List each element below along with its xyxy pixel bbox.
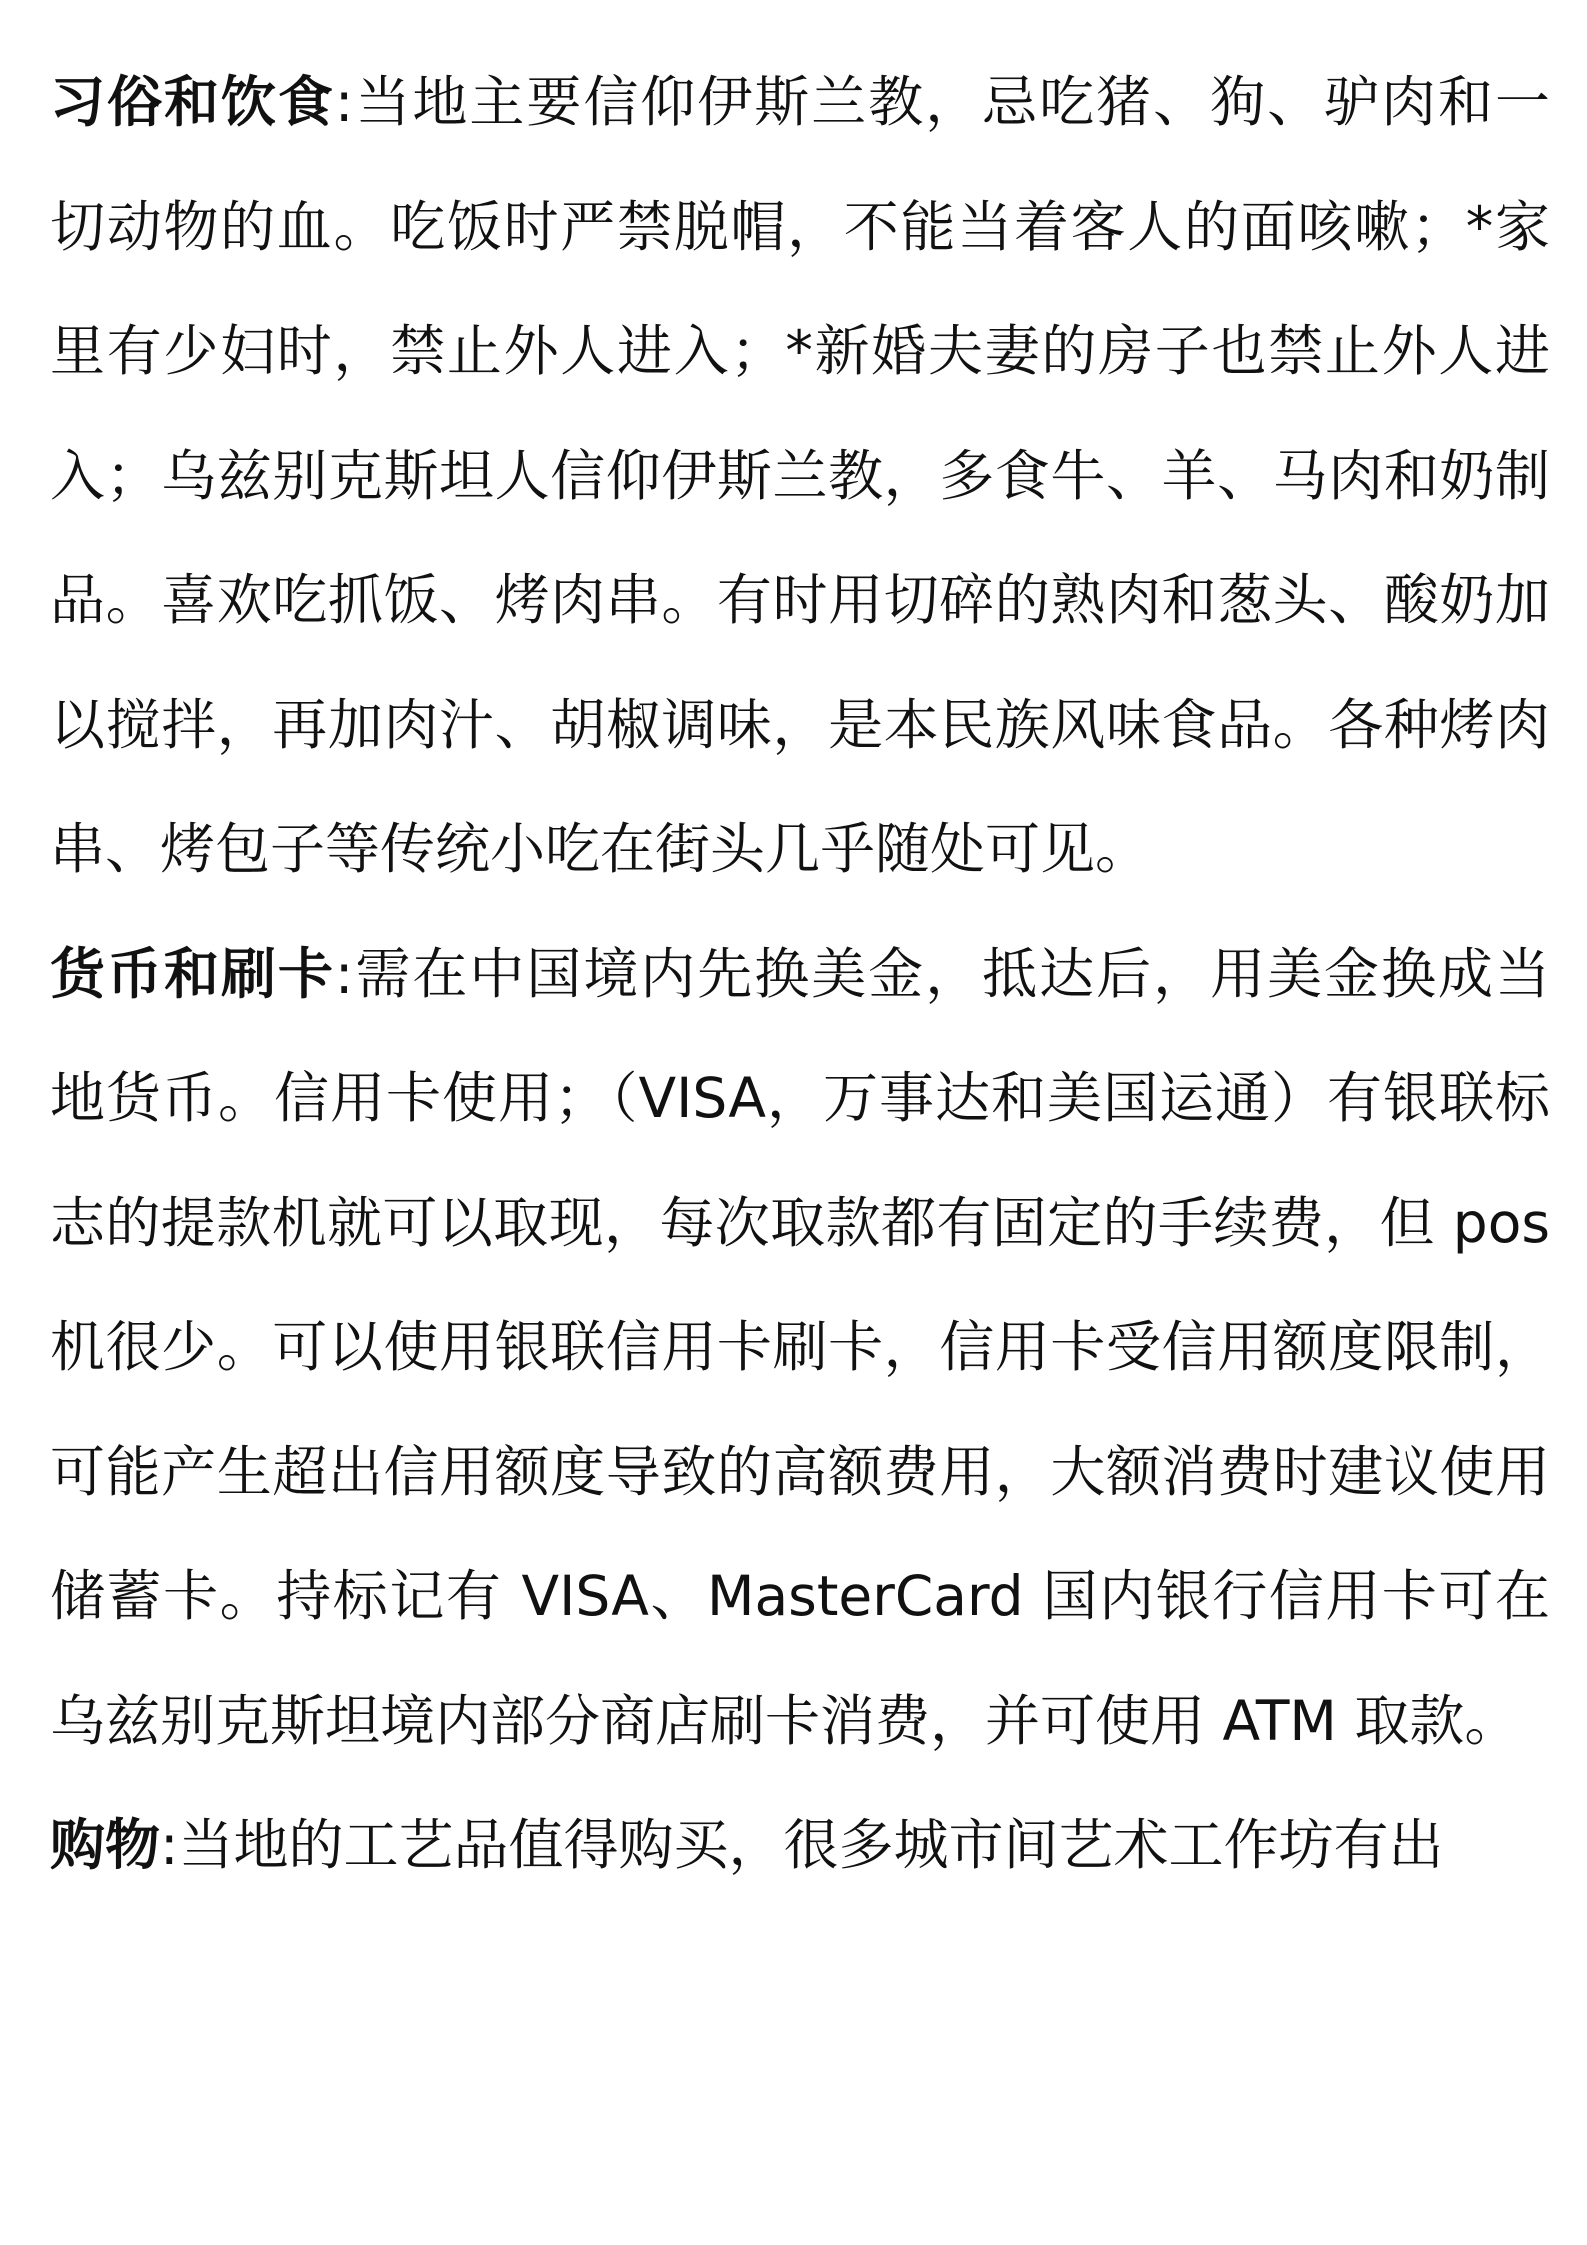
document-page	[50, 40, 1550, 1908]
heading-separator: :	[160, 1813, 179, 1877]
heading-separator: :	[334, 70, 354, 134]
section-body: 需在中国境内先换美金，抵达后，用美金换成当地货币。信用卡使用；（VISA，万事达和美国运通）有银联标志的提款机就可以取现，每次取款都有固定的手续费，但 pos 机很少。可以使用银联信用卡刷卡，信用卡受信用额度限制，可能产生超出信用额度导致的高额费用，大额消费时建议使用储蓄卡。持标记有 VISA、MasterCard 国内银行信用卡可在乌兹别克斯坦境内部分商店刷卡消费，并可使用 ATM 取款。	[50, 941, 1550, 1753]
shopping-section	[50, 1783, 1550, 1908]
customs-and-diet-section	[50, 40, 1550, 912]
section-heading: 习俗和饮食	[50, 70, 335, 134]
heading-separator: :	[334, 941, 354, 1006]
section-heading: 货币和刷卡	[50, 941, 335, 1006]
section-body: 当地主要信仰伊斯兰教，忌吃猪、狗、驴肉和一切动物的血。吃饭时严禁脱帽，不能当着客人的面咳嗽；*家里有少妇时，禁止外人进入；*新婚夫妻的房子也禁止外人进入；乌兹别克斯坦人信仰伊斯兰教，多食牛、羊、马肉和奶制品。喜欢吃抓饭、烤肉串。有时用切碎的熟肉和葱头、酸奶加以搅拌，再加肉汁、胡椒调味，是本民族风味食品。各种烤肉串、烤包子等传统小吃在街头几乎随处可见。	[50, 70, 1550, 881]
currency-and-cards-section	[50, 912, 1550, 1784]
section-body: 当地的工艺品值得购买，很多城市间艺术工作坊有出	[178, 1813, 1444, 1877]
section-heading: 购物	[50, 1813, 161, 1877]
